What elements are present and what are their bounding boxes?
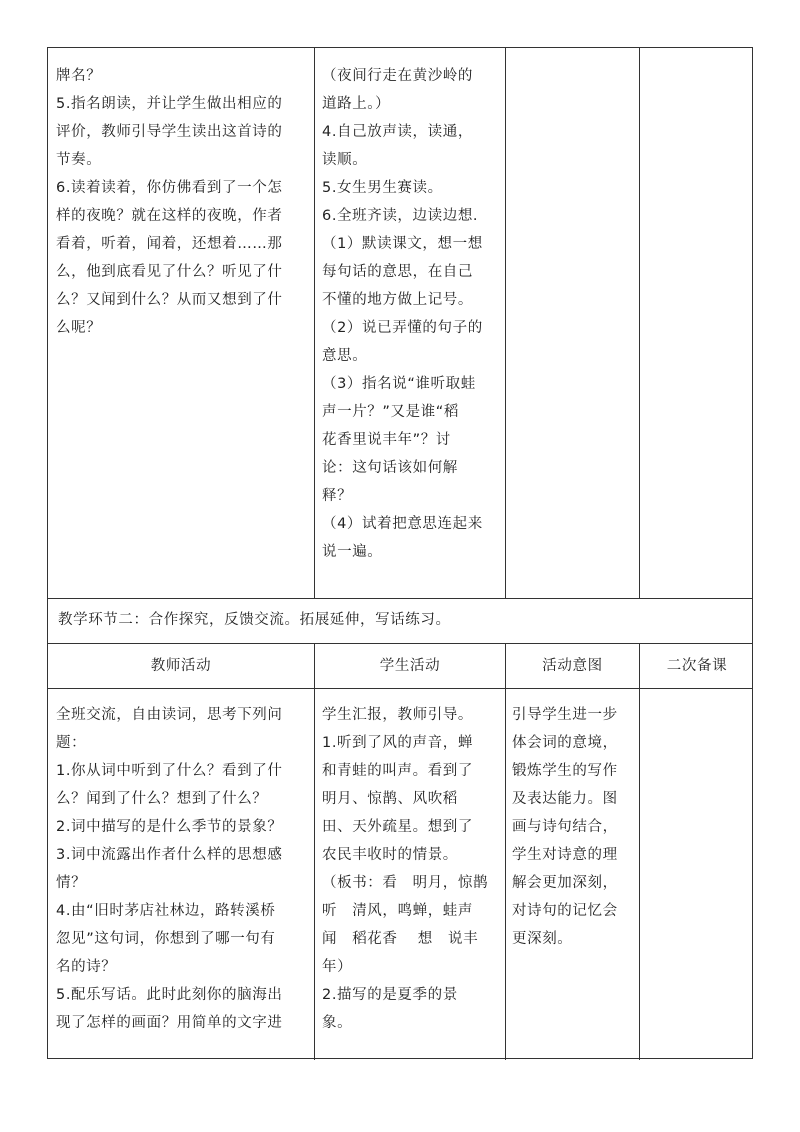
text-line: 引导学生进一步 <box>512 707 618 723</box>
text-line: 1.你从词中听到了什么？看到了什 <box>56 763 283 779</box>
text-line: 学生对诗意的理 <box>512 847 618 863</box>
text-line: 年） <box>322 959 353 975</box>
text-line: 看着，听着，闻着，还想着……那 <box>56 236 283 252</box>
text-line: 节奏。 <box>56 152 102 168</box>
column-divider <box>505 643 506 1060</box>
text-line: 对诗句的记忆会 <box>512 903 618 919</box>
text-line: 画与诗句结合， <box>512 819 618 835</box>
text-line: 道路上。） <box>322 96 391 112</box>
text-line: （2）说已弄懂的句子的 <box>322 320 483 336</box>
text-line: 更深刻。 <box>512 931 573 947</box>
column-divider <box>314 48 315 598</box>
text-line: 全班交流，自由读词，思考下列问 <box>56 707 283 723</box>
text-line: 牌名？ <box>56 68 102 84</box>
column-divider <box>639 643 640 1060</box>
text-line: 样的夜晚？就在这样的夜晚，作者 <box>56 208 283 224</box>
header-second-preparation: 二次备课 <box>666 658 728 674</box>
text-line: （1）默读课文，想一想 <box>322 236 483 252</box>
text-line: 么？又闻到什么？从而又想到了什 <box>56 292 283 308</box>
text-line: 2.词中描写的是什么季节的景象？ <box>56 819 283 835</box>
header-teacher-activity: 教师活动 <box>150 658 212 674</box>
text-line: 5.配乐写话。此时此刻你的脑海出 <box>56 987 283 1003</box>
text-line: 名的诗？ <box>56 959 117 975</box>
text-line: 评价，教师引导学生读出这首诗的 <box>56 124 283 140</box>
text-line: 释？ <box>322 488 353 504</box>
text-line: 解会更加深刻， <box>512 875 618 891</box>
text-line: 1.听到了风的声音，蝉 <box>322 735 473 751</box>
text-line: 论：这句话该如何解 <box>322 460 458 476</box>
text-line: 么，他到底看见了什么？听见了什 <box>56 264 283 280</box>
bottom-teacher-activity-cell <box>56 701 308 1037</box>
text-line: 4.自己放声读，读通， <box>322 124 473 140</box>
text-line: 6.全班齐读，边读边想. <box>322 208 479 224</box>
header-activity-intent: 活动意图 <box>542 658 603 674</box>
text-line: 么呢？ <box>56 320 102 336</box>
text-line: 忽见”这句词，你想到了哪一句有 <box>56 931 276 947</box>
text-line: 声一片？”又是谁“稻 <box>322 404 460 420</box>
text-line: 学生汇报，教师引导。 <box>322 707 473 723</box>
text-line: （板书：看 明月，惊鹊 <box>322 875 489 891</box>
text-line: 说一遍。 <box>322 544 383 560</box>
lesson-plan-table <box>47 47 753 1059</box>
text-line: 及表达能力。图 <box>512 791 618 807</box>
header-student-activity: 学生活动 <box>379 658 441 674</box>
text-line: 意思。 <box>322 348 368 364</box>
text-line: （4）试着把意思连起来 <box>322 516 483 532</box>
text-line: 农民丰收时的情景。 <box>322 847 458 863</box>
top-student-activity-cell <box>322 62 499 566</box>
text-line: 情？ <box>56 875 87 891</box>
text-line: 象。 <box>322 1015 353 1031</box>
text-line: 听 清风，鸣蝉，蛙声 <box>322 903 473 919</box>
text-line: 田、天外疏星。想到了 <box>322 819 473 835</box>
section-title: 教学环节二：合作探究，反馈交流。拓展延伸，写话练习。 <box>58 612 451 628</box>
text-line: （3）指名说“谁听取蛙 <box>322 376 476 392</box>
text-line: 题： <box>56 735 87 751</box>
column-divider <box>505 48 506 598</box>
text-line: （夜间行走在黄沙岭的 <box>322 68 473 84</box>
text-line: 不懂的地方做上记号。 <box>322 292 473 308</box>
top-teacher-activity-cell <box>56 62 308 342</box>
text-line: 和青蛙的叫声。看到了 <box>322 763 473 779</box>
text-line: 闻 稻花香 想 说丰 <box>322 931 479 947</box>
text-line: 现了怎样的画面？用简单的文字进 <box>56 1015 283 1031</box>
text-line: 5.指名朗读，并让学生做出相应的 <box>56 96 283 112</box>
text-line: 花香里说丰年”？讨 <box>322 432 451 448</box>
bottom-activity-intent-cell <box>512 701 634 953</box>
text-line: 每句话的意思，在自己 <box>322 264 473 280</box>
text-line: 4.由“旧时茅店社林边，路转溪桥 <box>56 903 276 919</box>
column-divider <box>639 48 640 598</box>
text-line: 5.女生男生赛读。 <box>322 180 443 196</box>
text-line: 体会词的意境， <box>512 735 618 751</box>
text-line: 3.词中流露出作者什么样的思想感 <box>56 847 283 863</box>
text-line: 2.描写的是夏季的景 <box>322 987 458 1003</box>
text-line: 6.读着读着，你仿佛看到了一个怎 <box>56 180 283 196</box>
text-line: 锻炼学生的写作 <box>512 763 618 779</box>
row-divider <box>48 688 752 689</box>
text-line: 读顺。 <box>322 152 368 168</box>
column-divider <box>314 643 315 1060</box>
text-line: 么？闻到了什么？想到了什么？ <box>56 791 268 807</box>
bottom-student-activity-cell <box>322 701 499 1037</box>
text-line: 明月、惊鹊、风吹稻 <box>322 791 458 807</box>
